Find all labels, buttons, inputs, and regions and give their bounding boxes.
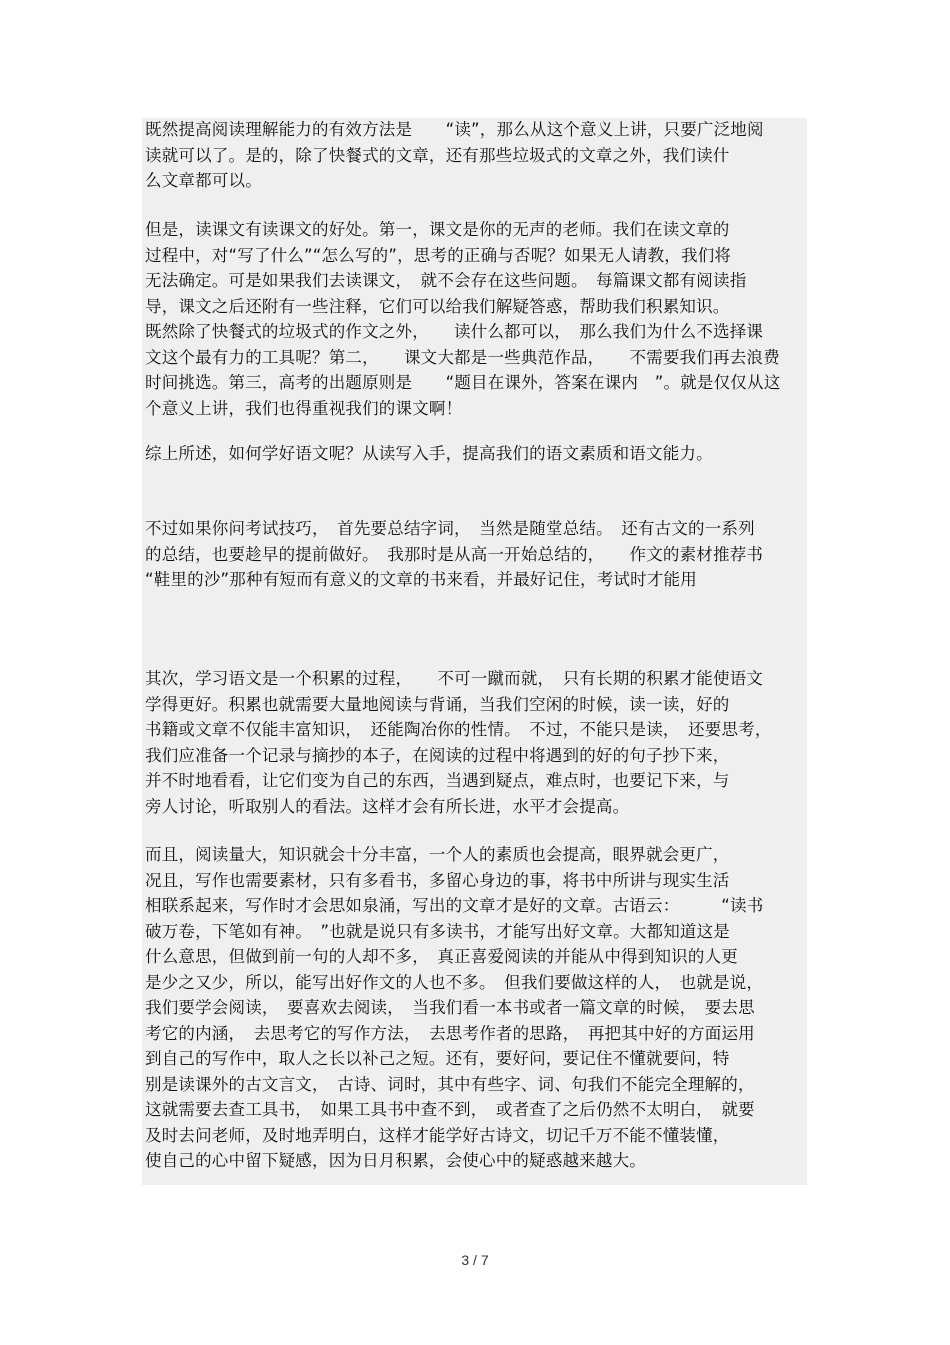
text-line: 过程中，对“写了什么”“怎么写的”，思考的正确与否呢？如果无人请教，我们将 — [145, 245, 732, 265]
paragraph-3 — [145, 441, 810, 467]
text-line: 学得更好。积累也就需要大量地阅读与背诵，当我们空闲的时候，读一读，好的 — [145, 694, 730, 714]
text-line: 况且，写作也需要素材，只有多看书，多留心身边的事，将书中所讲与现实生活 — [145, 870, 730, 890]
text-line: 而且，阅读量大，知识就会十分丰富，一个人的素质也会提高，眼界就会更广， — [145, 845, 730, 864]
text-line: 别是读课外的古文言文， 古诗、词时，其中有些字、词、句我们不能完全理解的， — [145, 1074, 755, 1094]
paragraph-1 — [145, 117, 810, 194]
text-line: 并不时地看看，让它们变为自己的东西，当遇到疑点，难点时，也要记下来，与 — [145, 771, 730, 790]
text-line: 我们要学会阅读， 要喜欢去阅读， 当我们看一本书或者一篇文章的时候， 要去思 — [145, 998, 755, 1017]
text-line: 使自己的心中留下疑感，因为日月积累，会使心中的疑惑越来越大。 — [145, 1151, 646, 1170]
paragraph-2 — [145, 217, 810, 421]
text-line: 及时去问老师，及时地弄明白，这样才能学好古诗文，切记千万不能不懂装懂， — [145, 1125, 730, 1145]
text-line: “鞋里的沙”那种有短而有意义的文章的书来看，并最好记住，考试时才能用 — [145, 570, 697, 589]
text-line: 其次，学习语文是一个积累的过程， 不可一蹴而就， 只有长期的积累才能使语文 — [145, 669, 764, 688]
text-line: 什么意思，但做到前一句的人却不多， 真正喜爱阅读的并能从中得到知识的人更 — [145, 947, 738, 966]
paragraph-5 — [145, 666, 810, 819]
text-line: 旁人讨论，听取别人的看法。这样才会有所长进，水平才会提高。 — [145, 796, 630, 816]
text-line: 既然除了快餐式的垃圾式的作文之外， 读什么都可以， 那么我们为什么不选择课 — [145, 322, 764, 341]
text-line: 考它的内涵， 去思考它的写作方法， 去思考作者的思路， 再把其中好的方面运用 — [145, 1023, 755, 1043]
text-line: 文这个最有力的工具呢？第二， 课文大都是一些典范作品， 不需要我们再去浪费 — [145, 347, 780, 367]
text-line: 既然提高阅读理解能力的有效方法是 “读”，那么从这个意义上讲，只要广泛地阅 — [145, 120, 764, 139]
text-line: 个意义上讲，我们也得重视我们的课文啊！ — [145, 398, 463, 418]
paragraph-4 — [145, 516, 810, 593]
text-line: 这就需要去查工具书， 如果工具书中查不到， 或者查了之后仍然不太明白， 就要 — [145, 1100, 755, 1119]
text-line: 破万卷，下笔如有神。 ”也就是说只有多读书，才能写出好文章。大都知道这是 — [145, 921, 730, 941]
page-number: 3 / 7 — [461, 1252, 489, 1268]
text-line: 读就可以了。是的，除了快餐式的文章，还有那些垃圾式的文章之外，我们读什 — [145, 145, 730, 165]
text-line: 到自己的写作中，取人之长以补己之短。还有，要好问，要记住不懂就要问，特 — [145, 1049, 730, 1068]
text-line: 但是，读课文有读课文的好处。第一，课文是你的无声的老师。我们在读文章的 — [145, 220, 730, 239]
text-line: 不过如果你问考试技巧， 首先要总结字词， 当然是随堂总结。 还有古文的一系列 — [145, 519, 755, 538]
text-line: 的总结，也要趁早的提前做好。 我那时是从高一开始总结的， 作文的素材推荐书 — [145, 544, 764, 564]
paragraph-6 — [145, 842, 810, 1174]
text-line: 是少之又少，所以，能写出好作文的人也不多。 但我们要做这样的人， 也就是说， — [145, 972, 764, 992]
text-line: 无法确定。可是如果我们去读课文， 就不会存在这些问题。 每篇课文都有阅读指 — [145, 271, 747, 290]
text-line: 么文章都可以。 — [145, 171, 262, 190]
text-line: 综上所述，如何学好语文呢？从读写入手，提高我们的语文素质和语文能力。 — [145, 444, 713, 463]
text-line: 书籍或文章不仅能丰富知识， 还能陶冶你的性情。 不过，不能只是读， 还要思考， — [145, 720, 772, 739]
text-line: 我们应准备一个记录与摘抄的本子，在阅读的过程中将遇到的好的句子抄下来， — [145, 745, 730, 765]
text-line: 相联系起来，写作时才会思如泉涌，写出的文章才是好的文章。古语云： “读书 — [145, 896, 764, 915]
text-line: 时间挑选。第三，高考的出题原则是 “题目在课外，答案在课内 ”。就是仅仅从这 — [145, 373, 781, 392]
text-line: 导，课文之后还附有一些注释，它们可以给我们解疑答惑，帮助我们积累知识。 — [145, 296, 730, 316]
